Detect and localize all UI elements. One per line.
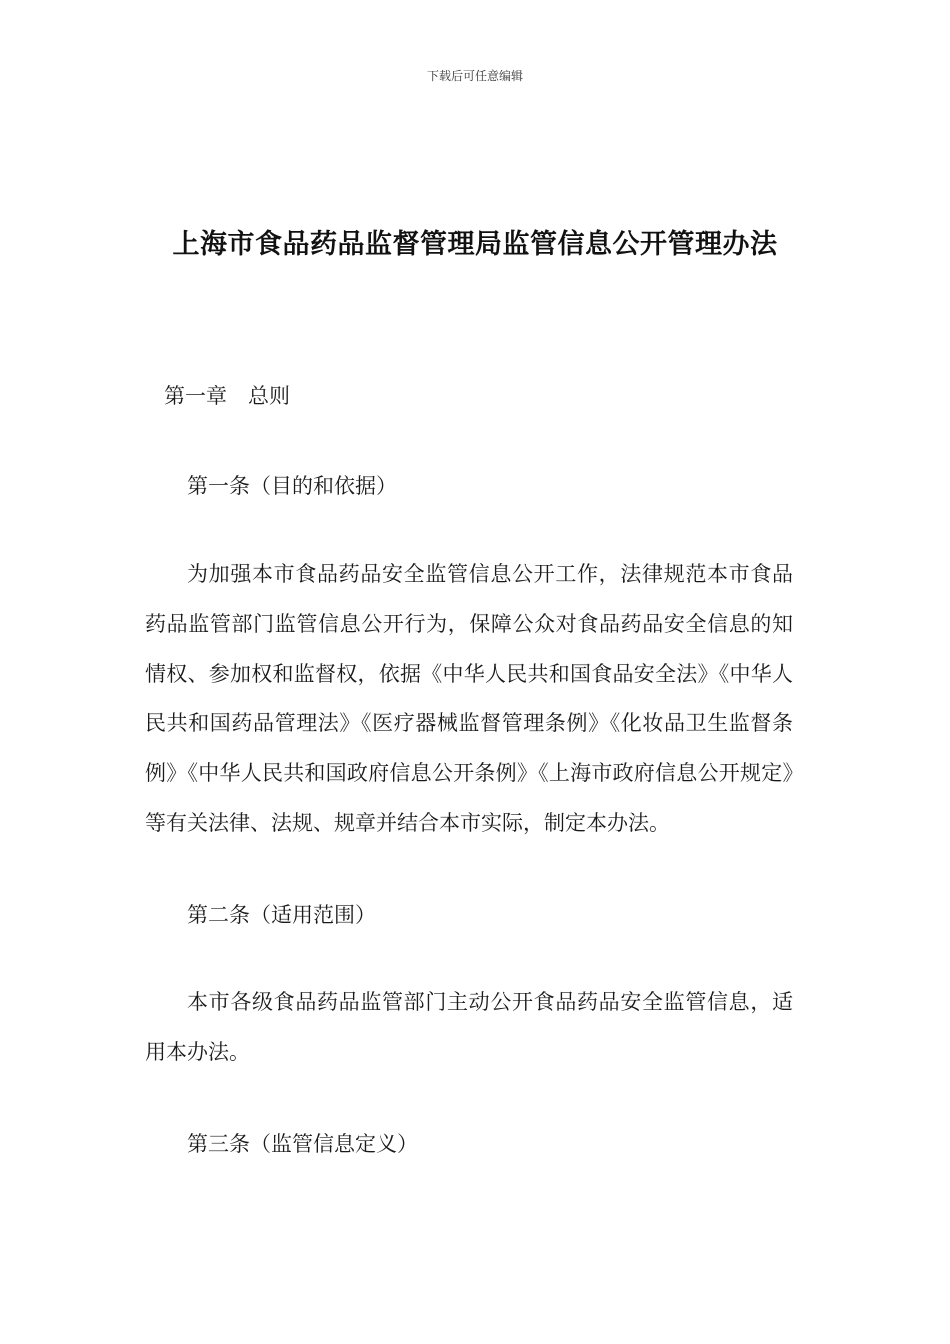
article-1-heading: 第一条（目的和依据） — [187, 474, 397, 498]
article-1-body: 为加强本市食品药品安全监管信息公开工作，法律规范本市食品药品监管部门监管信息公开行为，保障公众对食品药品安全信息的知情权、参加权和监督权，依据《中华人民共和国食品安全法》《中华人民共和国药品管理法》《医疗器械监督管理条例》《化妆品卫生监督条例》《中华人民共和国政府信息公开条例》《上海市政府信息公开规定》等有关法律、法规、规章并结合本市实际，制定本办法。 — [145, 562, 793, 835]
article-3-heading: 第三条（监管信息定义） — [187, 1132, 418, 1156]
article-2-body: 本市各级食品药品监管部门主动公开食品药品安全监管信息，适用本办法。 — [145, 990, 793, 1064]
chapter-heading: 第一章 总则 — [164, 384, 290, 408]
header-note: 下载后可任意编辑 — [426, 69, 523, 83]
document-title: 上海市食品药品监督管理局监管信息公开管理办法 — [172, 229, 778, 260]
article-2-heading: 第二条（适用范围） — [187, 903, 376, 927]
